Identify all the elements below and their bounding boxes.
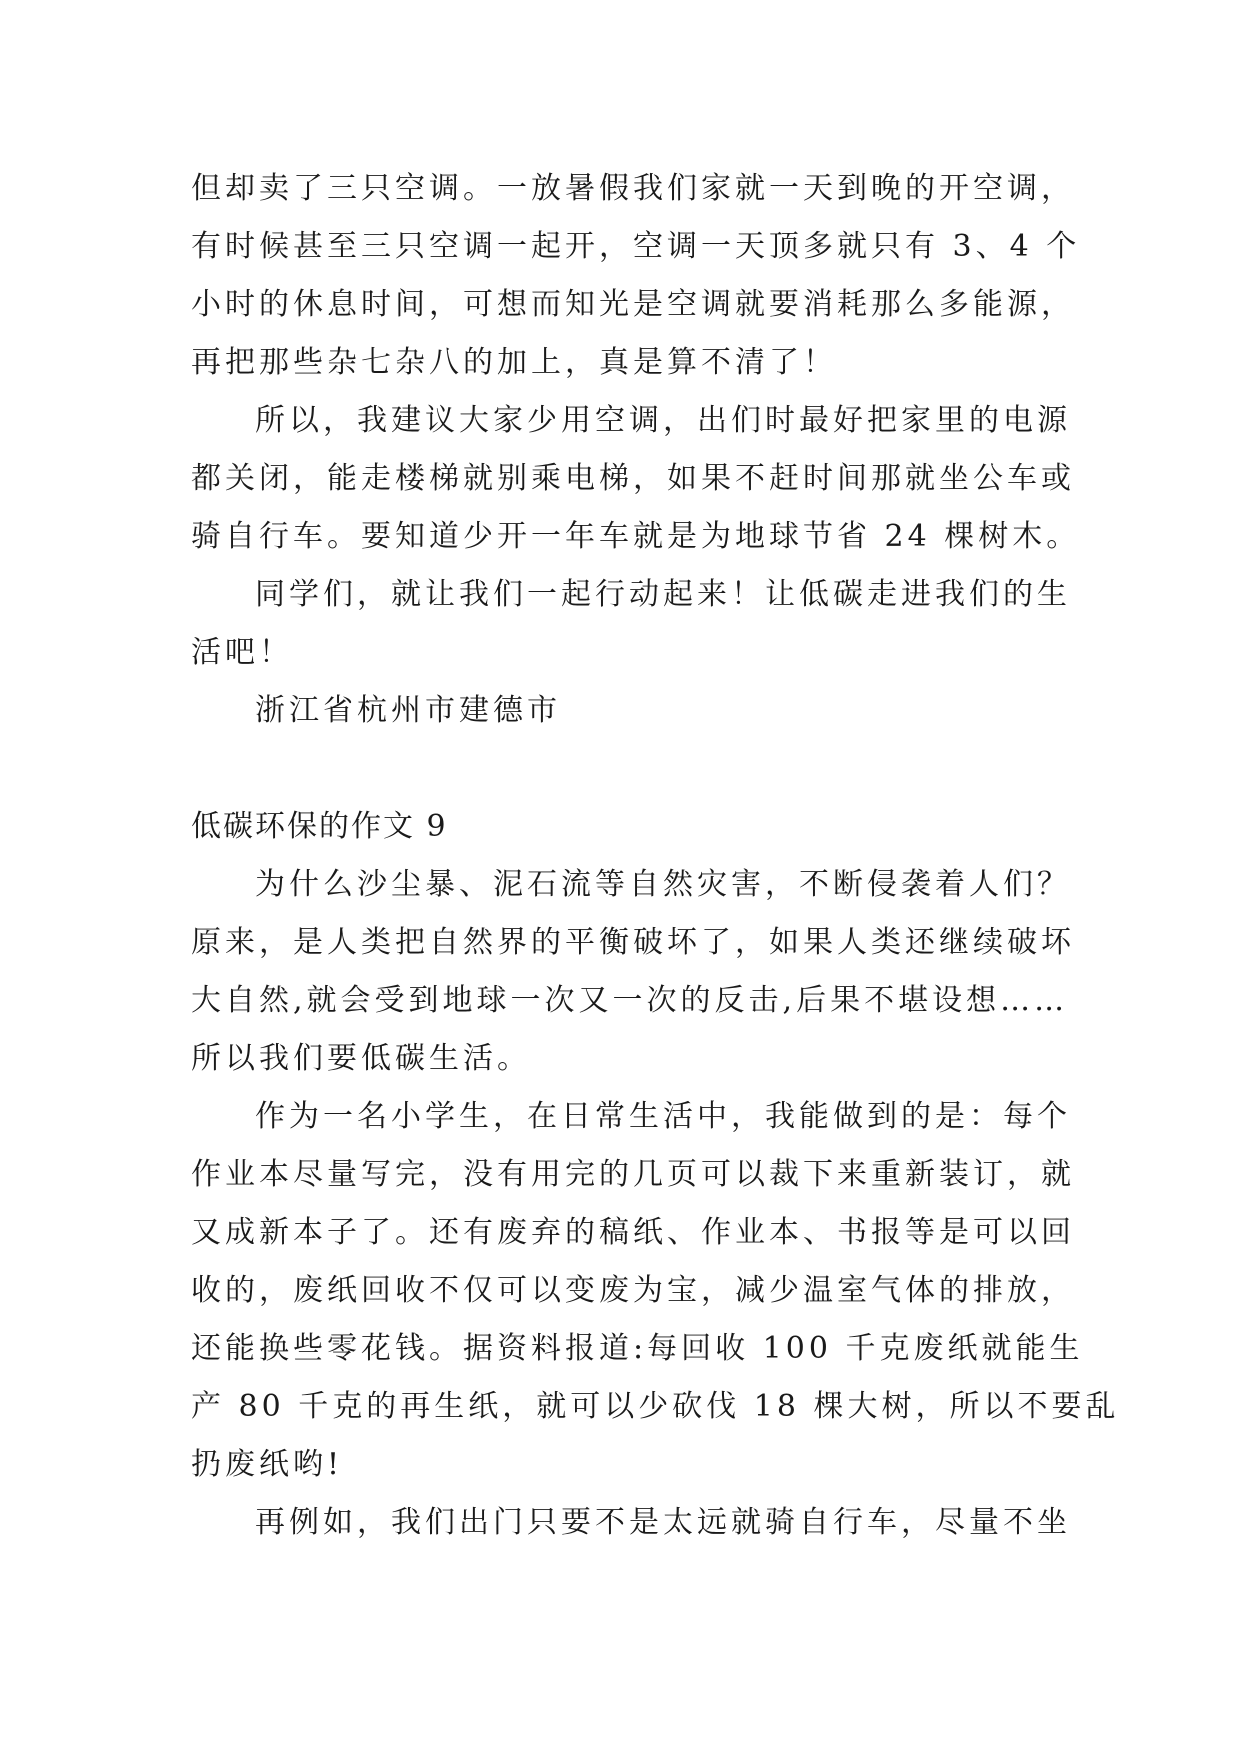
text-line: 小时的休息时间，可想而知光是空调就要消耗那么多能源， bbox=[191, 287, 1075, 322]
text-line: 原来，是人类把自然界的平衡破坏了，如果人类还继续破坏 bbox=[191, 925, 1075, 960]
text-line: 所以，我建议大家少用空调，出们时最好把家里的电源 bbox=[255, 403, 1071, 438]
text-line: 有时候甚至三只空调一起开，空调一天顶多就只有 3、4 个 bbox=[191, 229, 1081, 264]
text-line: 又成新本子了。还有废弃的稿纸、作业本、书报等是可以回 bbox=[191, 1215, 1075, 1250]
text-line: 作为一名小学生，在日常生活中，我能做到的是：每个 bbox=[255, 1099, 1071, 1134]
text-line: 骑自行车。要知道少开一年车就是为地球节省 24 棵树木。 bbox=[191, 519, 1081, 554]
section-title: 低碳环保的作文 9 bbox=[191, 809, 448, 844]
text-line: 再把那些杂七杂八的加上，真是算不清了！ bbox=[191, 345, 837, 380]
text-line: 大自然,就会受到地球一次又一次的反击,后果不堪设想…… bbox=[191, 983, 1069, 1018]
text-line: 收的，废纸回收不仅可以变废为宝，减少温室气体的排放， bbox=[191, 1273, 1075, 1308]
text-line: 都关闭，能走楼梯就别乘电梯，如果不赶时间那就坐公车或 bbox=[191, 461, 1075, 496]
text-line: 为什么沙尘暴、泥石流等自然灾害，不断侵袭着人们？ bbox=[255, 867, 1071, 902]
text-line: 还能换些零花钱。据资料报道:每回收 100 千克废纸就能生 bbox=[191, 1331, 1084, 1366]
text-line: 活吧！ bbox=[191, 635, 293, 670]
text-line: 但却卖了三只空调。一放暑假我们家就一天到晚的开空调， bbox=[191, 171, 1075, 206]
text-line: 再例如，我们出门只要不是太远就骑自行车，尽量不坐 bbox=[255, 1505, 1071, 1540]
location-line: 浙江省杭州市建德市 bbox=[255, 693, 561, 728]
document-body bbox=[191, 160, 1120, 1552]
text-line: 同学们，就让我们一起行动起来！让低碳走进我们的生 bbox=[255, 577, 1071, 612]
text-line: 产 80 千克的再生纸，就可以少砍伐 18 棵大树，所以不要乱 bbox=[191, 1389, 1120, 1424]
text-line: 所以我们要低碳生活。 bbox=[191, 1041, 531, 1076]
text-line: 作业本尽量写完，没有用完的几页可以裁下来重新装订，就 bbox=[191, 1157, 1075, 1192]
text-line: 扔废纸哟! bbox=[191, 1447, 344, 1482]
section-gap bbox=[191, 740, 1051, 798]
